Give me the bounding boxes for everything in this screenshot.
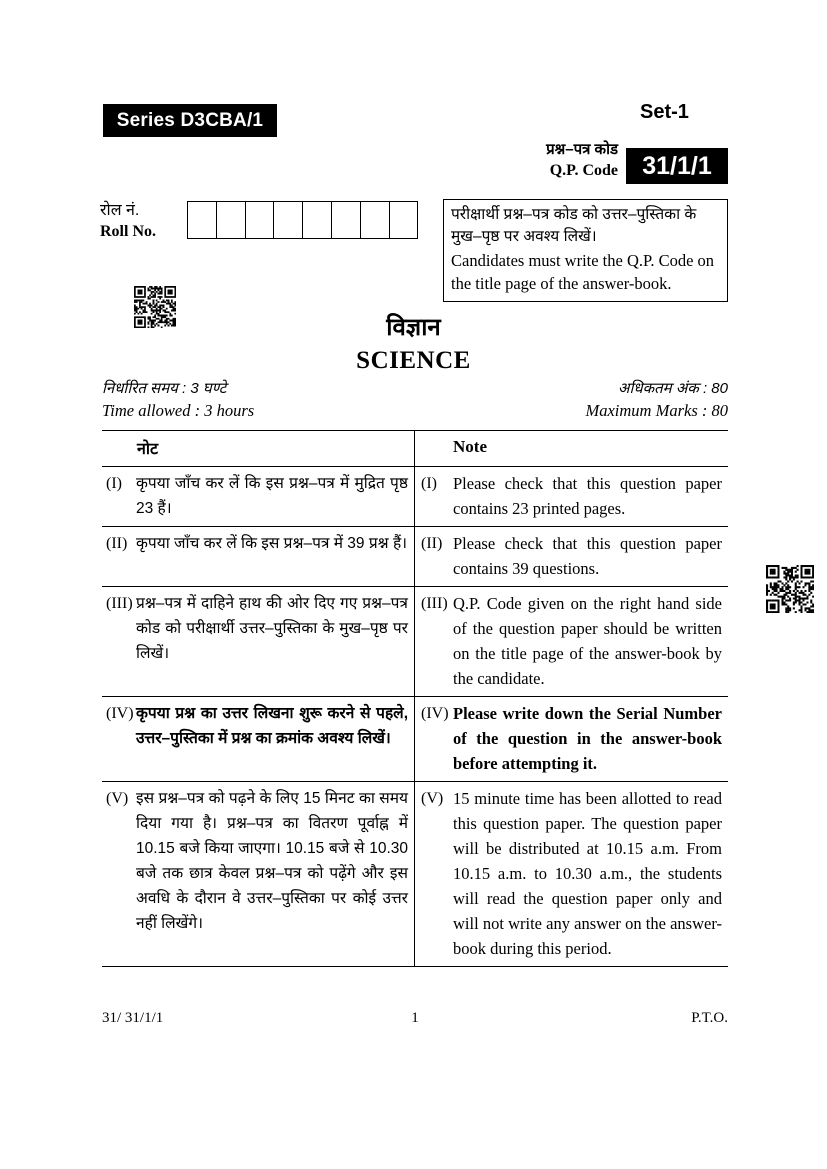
notes-row-number-english: (II) (421, 535, 443, 552)
roll-number-cell[interactable] (188, 202, 217, 238)
notes-cell-hindi (102, 527, 415, 586)
notes-text-english: 15 minute time has been allotted to read this question paper. The question paper will be distributed at 10.15 a.m. From 10.15 a.m. to 10.30 a.m., the students will read the question paper only and will not write any answer on the answer-book during this period. (453, 789, 722, 958)
notes-text-hindi: कृपया जाँच कर लें कि इस प्रश्न–पत्र में मुद्रित पृष्ठ 23 हैं। (136, 475, 408, 517)
qp-code-label-group (470, 140, 618, 181)
roll-number-cell[interactable] (332, 202, 361, 238)
notes-text-english: Q.P. Code given on the right hand side of the question paper should be written on the title page of the answer-book by the candidate. (453, 594, 722, 688)
page-title-hindi: विज्ञान (386, 314, 441, 341)
notes-cell-english (415, 527, 728, 586)
footer-page-number: 1 (411, 1010, 419, 1026)
notes-header-cell-english (415, 431, 728, 466)
roll-number-label-hindi: रोल नं. (100, 202, 140, 219)
notes-cell-english (415, 587, 728, 696)
notes-row-number-english: (I) (421, 475, 437, 492)
notes-cell-hindi (102, 467, 415, 526)
notes-row-number-hindi: (IV) (106, 705, 134, 722)
roll-number-cell[interactable] (361, 202, 390, 238)
time-allowed-english: Time allowed : 3 hours (102, 401, 255, 420)
notes-text-english: Please check that this question paper contains 39 questions. (453, 534, 722, 578)
page-title-english: SCIENCE (356, 347, 471, 374)
notes-text-english: Please write down the Serial Number of the question in the answer-book before attempting it. (453, 704, 722, 773)
notes-text-english: Please check that this question paper contains 23 printed pages. (453, 474, 722, 518)
notes-text-hindi: कृपया प्रश्न का उत्तर लिखना शुरू करने से पहले, उत्तर–पुस्तिका में प्रश्न का क्रमांक अवश्य लिखें। (136, 705, 408, 747)
roll-number-cell[interactable] (217, 202, 246, 238)
qp-code-label-hindi: प्रश्न–पत्र कोड (546, 141, 618, 158)
notes-table-row (102, 782, 728, 967)
notes-text-hindi: इस प्रश्न–पत्र को पढ़ने के लिए 15 मिनट का समय दिया गया है। प्रश्न–पत्र का वितरण पूर्वाह्न में 10.15 बजे किया जाएगा। 10.15 बजे से 10.30 बजे तक छात्र केवल प्रश्न–पत्र को पढ़ेंगे और इस अवधि के दौरान वे उत्तर–पुस्तिका पर कोई उत्तर नहीं लिखेंगे। (136, 790, 408, 932)
notes-cell-hindi (102, 587, 415, 696)
qr-code-icon (766, 565, 814, 613)
page-footer (102, 1010, 728, 1027)
notes-row-number-hindi: (I) (106, 475, 122, 492)
candidate-instruction-box (443, 199, 728, 302)
time-allowed-hindi: निर्धारित समय : 3 घण्टे (102, 380, 227, 397)
roll-number-input-grid[interactable] (187, 201, 418, 239)
notes-header-cell-hindi (102, 431, 415, 466)
notes-cell-english (415, 782, 728, 966)
qp-code-value: 31/1/1 (626, 148, 728, 184)
qp-code-label-english: Q.P. Code (549, 162, 618, 179)
set-label: Set-1 (640, 101, 689, 123)
candidate-instruction-hindi: परीक्षार्थी प्रश्न–पत्र कोड को उत्तर–पुस्तिका के मुख–पृष्ठ पर अवश्य लिखें। (451, 206, 697, 245)
candidate-instruction-english: Candidates must write the Q.P. Code on the title page of the answer-book. (451, 251, 715, 293)
footer-paper-code: 31/ 31/1/1 (102, 1010, 164, 1026)
footer-pto: P.T.O. (691, 1010, 728, 1026)
notes-cell-english (415, 697, 728, 781)
roll-number-label-english: Roll No. (100, 223, 156, 240)
notes-table-row (102, 527, 728, 587)
notes-cell-english (415, 467, 728, 526)
roll-number-cell[interactable] (390, 202, 419, 238)
series-badge: Series D3CBA/1 (103, 104, 277, 137)
notes-cell-hindi (102, 782, 415, 966)
notes-row-number-english: (IV) (421, 705, 449, 722)
notes-text-hindi: कृपया जाँच कर लें कि इस प्रश्न–पत्र में 39 प्रश्न हैं। (136, 535, 408, 552)
notes-row-number-english: (V) (421, 790, 444, 807)
notes-table (102, 430, 728, 967)
notes-row-number-hindi: (II) (106, 535, 128, 552)
maximum-marks-hindi: अधिकतम अंक : 80 (618, 380, 728, 397)
notes-table-row (102, 587, 728, 697)
roll-number-cell[interactable] (274, 202, 303, 238)
notes-row-number-hindi: (III) (106, 595, 133, 612)
notes-cell-hindi (102, 697, 415, 781)
roll-number-cell[interactable] (246, 202, 275, 238)
notes-heading-english: Note (453, 437, 487, 456)
notes-text-hindi: प्रश्न–पत्र में दाहिने हाथ की ओर दिए गए प्रश्न–पत्र कोड को परीक्षार्थी उत्तर–पुस्तिका के मुख–पृष्ठ पर लिखें। (136, 595, 408, 662)
notes-heading-hindi: नोट (137, 441, 159, 458)
notes-table-body (102, 467, 728, 967)
notes-table-row (102, 467, 728, 527)
roll-number-label (100, 200, 180, 242)
notes-row-number-hindi: (V) (106, 790, 129, 807)
notes-row-number-english: (III) (421, 595, 448, 612)
maximum-marks-english: Maximum Marks : 80 (585, 401, 728, 420)
notes-table-row (102, 697, 728, 782)
notes-table-header (102, 431, 728, 467)
exam-info-english (102, 401, 728, 421)
exam-info-hindi (102, 378, 728, 398)
roll-number-cell[interactable] (303, 202, 332, 238)
